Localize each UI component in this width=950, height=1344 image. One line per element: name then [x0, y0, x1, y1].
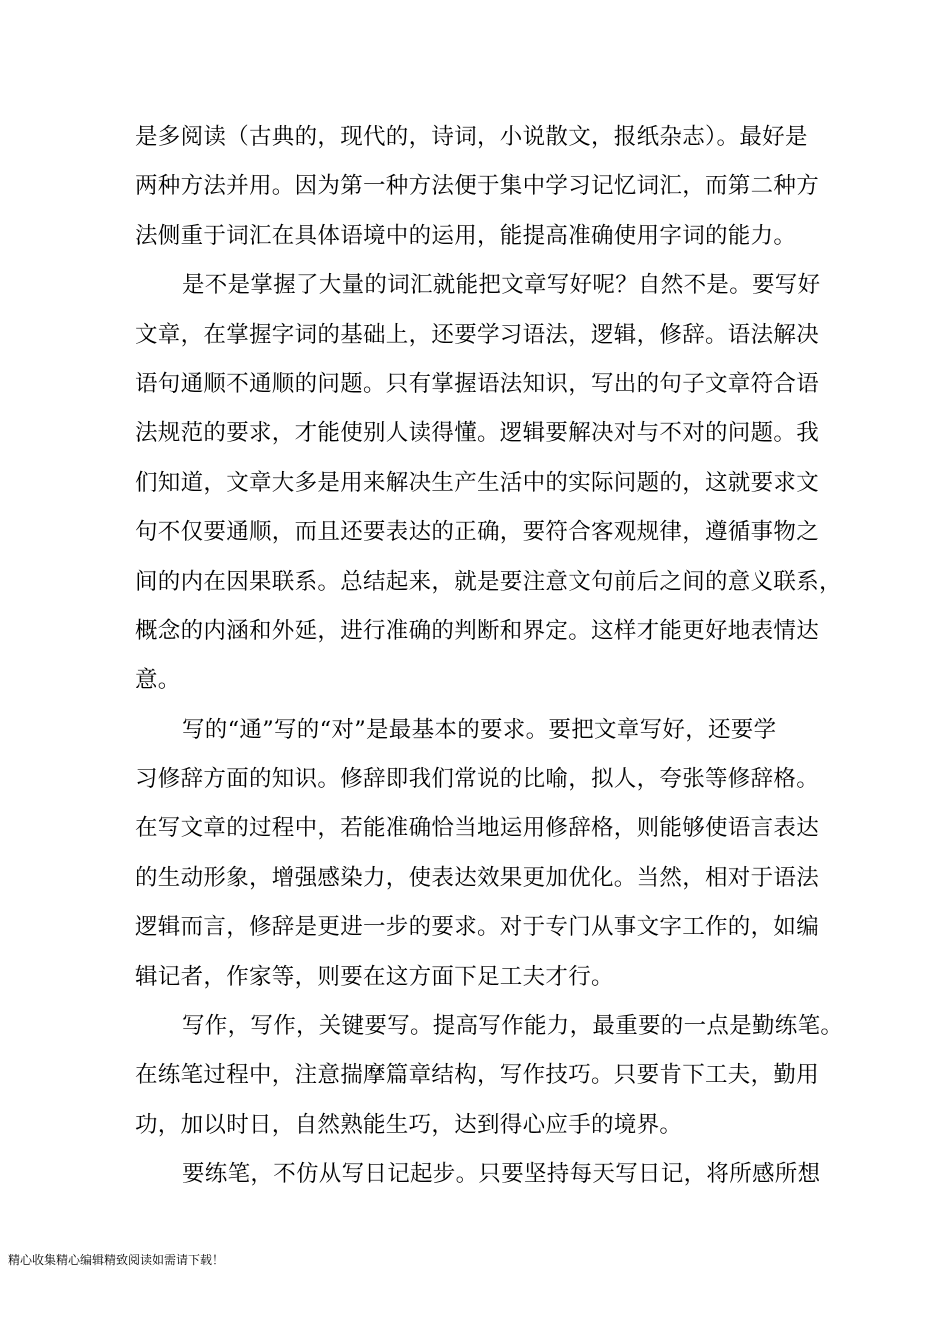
page-footer: 精心收集精心编辑精致阅读如需请下载！: [8, 1253, 225, 1267]
text-line: 功，加以时日，自然熟能生巧，达到得心应手的境界。: [135, 1111, 683, 1138]
text-line: 概念的内涵和外延，进行准确的判断和界定。这样才能更好地表情达: [135, 617, 820, 644]
text-line: 逻辑而言，修辞是更进一步的要求。对于专门从事文字工作的，如编: [135, 914, 820, 941]
text-line: 两种方法并用。因为第一种方法便于集中学习记忆词汇，而第二种方: [135, 173, 820, 200]
paragraph-first-line: 写作，写作，关键要写。提高写作能力，最重要的一点是勤练笔。: [182, 1013, 844, 1040]
text-line: 语句通顺不通顺的问题。只有掌握语法知识，写出的句子文章符合语: [135, 370, 820, 397]
paragraph-first-line: 要练笔，不仿从写日记起步。只要坚持每天写日记，将所感所想: [182, 1161, 821, 1188]
text-line: 的生动形象，增强感染力，使表达效果更加优化。当然，相对于语法: [135, 864, 820, 891]
text-line: 句不仅要通顺，而且还要表达的正确，要符合客观规律，遵循事物之: [135, 519, 820, 546]
body-text: [135, 113, 844, 1200]
text-line: 在写文章的过程中，若能准确恰当地运用修辞格，则能够使语言表达: [135, 815, 820, 842]
text-line: 法规范的要求，才能使别人读得懂。逻辑要解决对与不对的问题。我: [135, 420, 820, 447]
text-line: 意。: [135, 667, 181, 694]
text-line: 辑记者，作家等，则要在这方面下足工夫才行。: [135, 963, 614, 990]
paragraph-first-line: 是不是掌握了大量的词汇就能把文章写好呢？自然不是。要写好: [182, 272, 821, 299]
text-line: 间的内在因果联系。总结起来，就是要注意文句前后之间的意义联系，: [135, 568, 842, 595]
text-line: 是多阅读（古典的，现代的，诗词，小说散文，报纸杂志）。最好是: [135, 124, 808, 150]
text-line: 文章，在掌握字词的基础上，还要学习语法，逻辑，修辞。语法解决: [135, 321, 820, 348]
paragraph-first-line: 写的“通”写的“对”是最基本的要求。要把文章写好，还要学: [182, 716, 777, 743]
text-line: 们知道，文章大多是用来解决生产生活中的实际问题的，这就要求文: [135, 469, 820, 496]
text-line: 在练笔过程中，注意揣摩篇章结构，写作技巧。只要肯下工夫，勤用: [135, 1062, 820, 1089]
text-line: 习修辞方面的知识。修辞即我们常说的比喻，拟人，夸张等修辞格。: [135, 766, 820, 793]
text-line: 法侧重于词汇在具体语境中的运用，能提高准确使用字词的能力。: [135, 222, 797, 249]
